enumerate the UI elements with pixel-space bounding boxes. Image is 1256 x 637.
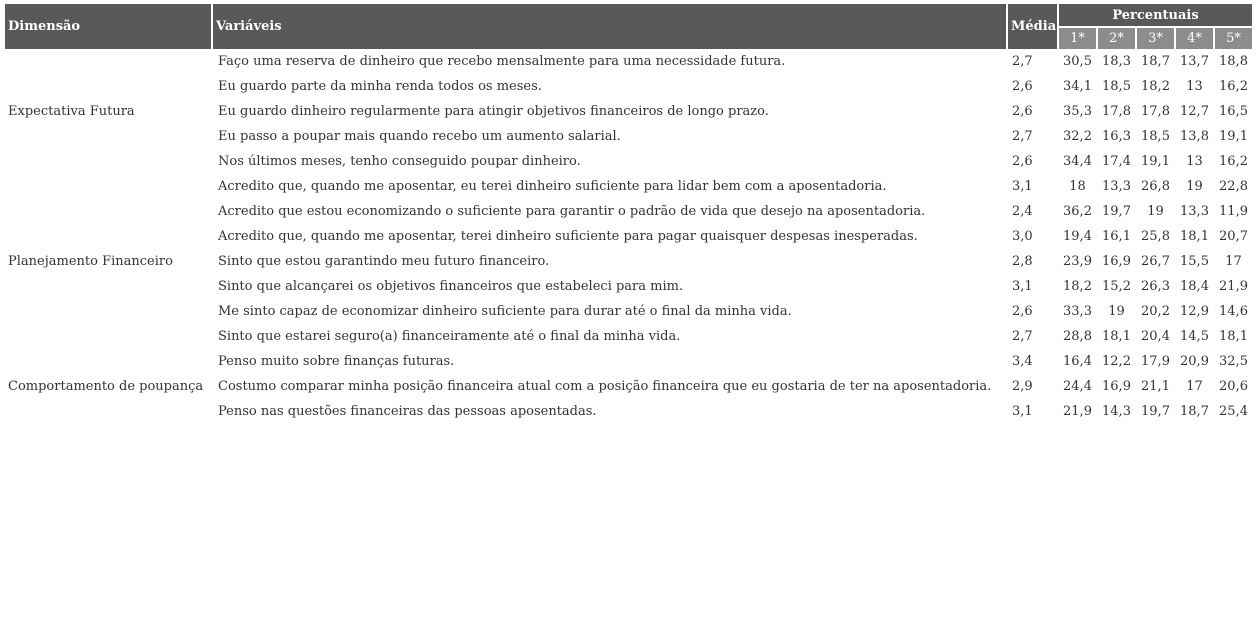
percent-3-cell: 18,5 bbox=[1135, 124, 1174, 149]
dimension-cell bbox=[5, 299, 211, 324]
mean-cell: 2,4 bbox=[1006, 199, 1057, 224]
percent-1-cell: 33,3 bbox=[1057, 299, 1096, 324]
header-variables: Variáveis bbox=[211, 4, 1006, 49]
percent-3-cell: 19 bbox=[1135, 199, 1174, 224]
percent-5-cell: 20,7 bbox=[1213, 224, 1252, 249]
dimension-cell bbox=[5, 174, 211, 199]
percent-5-cell: 17 bbox=[1213, 249, 1252, 274]
variable-cell: Nos últimos meses, tenho conseguido poupar dinheiro. bbox=[211, 149, 1006, 174]
percent-2-cell: 14,3 bbox=[1096, 399, 1135, 424]
percent-3-cell: 17,8 bbox=[1135, 99, 1174, 124]
dimension-cell bbox=[5, 349, 211, 374]
dimension-cell bbox=[5, 274, 211, 299]
percent-1-cell: 19,4 bbox=[1057, 224, 1096, 249]
percent-5-cell: 25,4 bbox=[1213, 399, 1252, 424]
percent-4-cell: 12,9 bbox=[1174, 299, 1213, 324]
percent-3-cell: 26,3 bbox=[1135, 274, 1174, 299]
percent-4-cell: 19 bbox=[1174, 174, 1213, 199]
variable-cell: Me sinto capaz de economizar dinheiro suficiente para durar até o final da minha vida. bbox=[211, 299, 1006, 324]
variable-cell: Eu guardo dinheiro regularmente para atingir objetivos financeiros de longo prazo. bbox=[211, 99, 1006, 124]
percent-4-cell: 13 bbox=[1174, 149, 1213, 174]
percent-2-cell: 16,9 bbox=[1096, 374, 1135, 399]
percent-2-cell: 18,1 bbox=[1096, 324, 1135, 349]
percent-2-cell: 12,2 bbox=[1096, 349, 1135, 374]
dimension-cell bbox=[5, 224, 211, 249]
header-mean: Média bbox=[1006, 4, 1057, 49]
mean-cell: 3,4 bbox=[1006, 349, 1057, 374]
percent-5-cell: 16,2 bbox=[1213, 74, 1252, 99]
percent-5-cell: 14,6 bbox=[1213, 299, 1252, 324]
percent-3-cell: 18,2 bbox=[1135, 74, 1174, 99]
header-scale-3: 3* bbox=[1135, 26, 1174, 49]
mean-cell: 2,6 bbox=[1006, 99, 1057, 124]
percent-4-cell: 12,7 bbox=[1174, 99, 1213, 124]
mean-cell: 3,1 bbox=[1006, 174, 1057, 199]
percent-5-cell: 18,8 bbox=[1213, 49, 1252, 74]
dimension-cell: Planejamento Financeiro bbox=[8, 254, 173, 269]
percent-2-cell: 13,3 bbox=[1096, 174, 1135, 199]
mean-cell: 3,1 bbox=[1006, 274, 1057, 299]
mean-cell: 2,7 bbox=[1006, 49, 1057, 74]
variable-cell: Acredito que, quando me aposentar, terei dinheiro suficiente para pagar quaisquer despesas inesperadas. bbox=[211, 224, 1006, 249]
header-scale-1: 1* bbox=[1057, 26, 1096, 49]
table-row bbox=[5, 74, 1252, 99]
table-row bbox=[5, 399, 1252, 424]
mean-cell: 2,6 bbox=[1006, 74, 1057, 99]
dimension-cell bbox=[5, 149, 211, 174]
percent-4-cell: 15,5 bbox=[1174, 249, 1213, 274]
percent-2-cell: 19,7 bbox=[1096, 199, 1135, 224]
dimension-cell bbox=[5, 74, 211, 99]
dimension-cell: Comportamento de poupança bbox=[8, 379, 204, 394]
table-row bbox=[5, 249, 1252, 274]
variable-cell: Costumo comparar minha posição financeira atual com a posição financeira que eu gostaria de ter na aposentadoria. bbox=[211, 374, 1006, 399]
percent-5-cell: 21,9 bbox=[1213, 274, 1252, 299]
mean-cell: 3,0 bbox=[1006, 224, 1057, 249]
variable-cell: Sinto que alcançarei os objetivos financeiros que estabeleci para mim. bbox=[211, 274, 1006, 299]
header-scale-2: 2* bbox=[1096, 26, 1135, 49]
variable-cell: Sinto que estarei seguro(a) financeiramente até o final da minha vida. bbox=[211, 324, 1006, 349]
dimension-cell bbox=[5, 324, 211, 349]
percent-1-cell: 30,5 bbox=[1057, 49, 1096, 74]
mean-cell: 2,7 bbox=[1006, 324, 1057, 349]
percent-3-cell: 18,7 bbox=[1135, 49, 1174, 74]
percent-2-cell: 19 bbox=[1096, 299, 1135, 324]
mean-cell: 2,7 bbox=[1006, 124, 1057, 149]
table-row bbox=[5, 174, 1252, 199]
header-dimension: Dimensão bbox=[5, 4, 211, 49]
table-row bbox=[5, 374, 1252, 399]
percent-2-cell: 16,3 bbox=[1096, 124, 1135, 149]
percent-5-cell: 18,1 bbox=[1213, 324, 1252, 349]
percent-5-cell: 32,5 bbox=[1213, 349, 1252, 374]
percent-3-cell: 19,7 bbox=[1135, 399, 1174, 424]
percent-4-cell: 18,1 bbox=[1174, 224, 1213, 249]
percent-3-cell: 17,9 bbox=[1135, 349, 1174, 374]
dimension-cell bbox=[5, 124, 211, 149]
mean-cell: 2,6 bbox=[1006, 149, 1057, 174]
percent-4-cell: 18,4 bbox=[1174, 274, 1213, 299]
percent-5-cell: 22,8 bbox=[1213, 174, 1252, 199]
header-percentuais: Percentuais bbox=[1057, 4, 1252, 26]
percent-5-cell: 19,1 bbox=[1213, 124, 1252, 149]
percent-3-cell: 25,8 bbox=[1135, 224, 1174, 249]
percent-5-cell: 16,2 bbox=[1213, 149, 1252, 174]
percent-2-cell: 18,3 bbox=[1096, 49, 1135, 74]
variable-cell: Penso nas questões financeiras das pessoas aposentadas. bbox=[211, 399, 1006, 424]
percent-4-cell: 13,3 bbox=[1174, 199, 1213, 224]
variable-cell: Acredito que, quando me aposentar, eu terei dinheiro suficiente para lidar bem com a aposentadoria. bbox=[211, 174, 1006, 199]
table-row bbox=[5, 224, 1252, 249]
results-table bbox=[5, 4, 1252, 424]
percent-4-cell: 14,5 bbox=[1174, 324, 1213, 349]
percent-1-cell: 18,2 bbox=[1057, 274, 1096, 299]
variable-cell: Acredito que estou economizando o suficiente para garantir o padrão de vida que desejo na aposentadoria. bbox=[211, 199, 1006, 224]
percent-1-cell: 32,2 bbox=[1057, 124, 1096, 149]
table-row bbox=[5, 149, 1252, 174]
table-row bbox=[5, 274, 1252, 299]
dimension-cell bbox=[5, 49, 211, 74]
percent-1-cell: 36,2 bbox=[1057, 199, 1096, 224]
percent-2-cell: 15,2 bbox=[1096, 274, 1135, 299]
percent-1-cell: 18 bbox=[1057, 174, 1096, 199]
mean-cell: 2,9 bbox=[1006, 374, 1057, 399]
percent-1-cell: 21,9 bbox=[1057, 399, 1096, 424]
dimension-cell: Expectativa Futura bbox=[8, 104, 135, 119]
table-row bbox=[5, 324, 1252, 349]
table-row bbox=[5, 99, 1252, 124]
table-row bbox=[5, 124, 1252, 149]
mean-cell: 2,8 bbox=[1006, 249, 1057, 274]
table-row bbox=[5, 349, 1252, 374]
mean-cell: 3,1 bbox=[1006, 399, 1057, 424]
percent-1-cell: 28,8 bbox=[1057, 324, 1096, 349]
percent-3-cell: 20,4 bbox=[1135, 324, 1174, 349]
percent-2-cell: 16,9 bbox=[1096, 249, 1135, 274]
table-row bbox=[5, 299, 1252, 324]
percent-2-cell: 17,4 bbox=[1096, 149, 1135, 174]
percent-4-cell: 20,9 bbox=[1174, 349, 1213, 374]
variable-cell: Faço uma reserva de dinheiro que recebo mensalmente para uma necessidade futura. bbox=[211, 49, 1006, 74]
percent-2-cell: 16,1 bbox=[1096, 224, 1135, 249]
percent-4-cell: 13 bbox=[1174, 74, 1213, 99]
percent-3-cell: 26,7 bbox=[1135, 249, 1174, 274]
percent-4-cell: 17 bbox=[1174, 374, 1213, 399]
percent-4-cell: 13,8 bbox=[1174, 124, 1213, 149]
percent-1-cell: 34,4 bbox=[1057, 149, 1096, 174]
mean-cell: 2,6 bbox=[1006, 299, 1057, 324]
percent-3-cell: 26,8 bbox=[1135, 174, 1174, 199]
percent-1-cell: 23,9 bbox=[1057, 249, 1096, 274]
dimension-cell bbox=[5, 399, 211, 424]
percent-4-cell: 13,7 bbox=[1174, 49, 1213, 74]
percent-5-cell: 11,9 bbox=[1213, 199, 1252, 224]
percent-3-cell: 19,1 bbox=[1135, 149, 1174, 174]
percent-2-cell: 18,5 bbox=[1096, 74, 1135, 99]
table-row bbox=[5, 49, 1252, 74]
table-header bbox=[5, 4, 1252, 49]
header-scale-5: 5* bbox=[1213, 26, 1252, 49]
variable-cell: Eu passo a poupar mais quando recebo um aumento salarial. bbox=[211, 124, 1006, 149]
percent-1-cell: 24,4 bbox=[1057, 374, 1096, 399]
percent-1-cell: 16,4 bbox=[1057, 349, 1096, 374]
percent-5-cell: 20,6 bbox=[1213, 374, 1252, 399]
dimension-cell bbox=[5, 199, 211, 224]
header-scale-4: 4* bbox=[1174, 26, 1213, 49]
percent-3-cell: 20,2 bbox=[1135, 299, 1174, 324]
percent-3-cell: 21,1 bbox=[1135, 374, 1174, 399]
percent-2-cell: 17,8 bbox=[1096, 99, 1135, 124]
percent-4-cell: 18,7 bbox=[1174, 399, 1213, 424]
percent-1-cell: 35,3 bbox=[1057, 99, 1096, 124]
percent-5-cell: 16,5 bbox=[1213, 99, 1252, 124]
table-body bbox=[5, 49, 1252, 424]
percent-1-cell: 34,1 bbox=[1057, 74, 1096, 99]
table-row bbox=[5, 199, 1252, 224]
variable-cell: Sinto que estou garantindo meu futuro financeiro. bbox=[211, 249, 1006, 274]
variable-cell: Eu guardo parte da minha renda todos os meses. bbox=[211, 74, 1006, 99]
variable-cell: Penso muito sobre finanças futuras. bbox=[211, 349, 1006, 374]
